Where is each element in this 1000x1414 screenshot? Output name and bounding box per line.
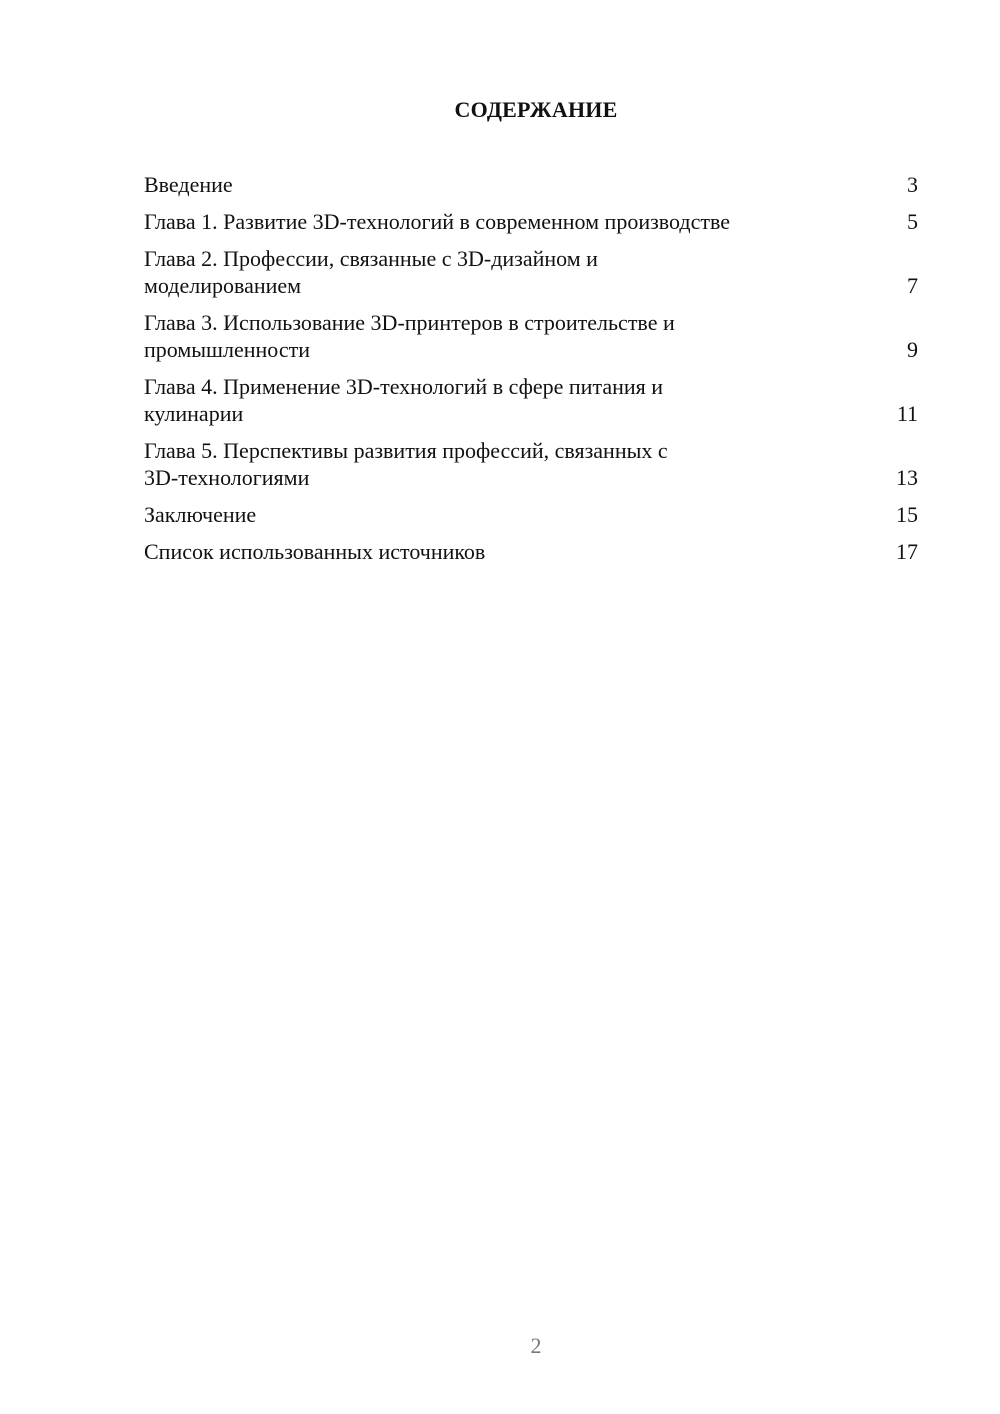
toc-entry-label: Глава 3. Использование 3D-принтеров в строительстве и промышленности	[144, 310, 675, 362]
toc-entry-page: 17	[896, 539, 918, 564]
page-title: СОДЕРЖАНИЕ	[454, 97, 618, 122]
toc-entry	[144, 171, 918, 198]
toc-entry-page: 13	[896, 465, 918, 490]
page-number: 2	[530, 1333, 542, 1358]
toc-entry	[144, 309, 918, 363]
toc-entry-label: Список использованных источников	[144, 539, 486, 564]
toc-entry-label: Глава 4. Применение 3D-технологий в сфере питания и кулинарии	[144, 374, 664, 426]
toc-entry-page: 5	[907, 209, 918, 234]
table-of-contents	[144, 171, 918, 575]
toc-entry	[144, 373, 918, 427]
toc-entry-page: 9	[907, 337, 918, 362]
toc-entry	[144, 208, 918, 235]
toc-entry-label: Введение	[144, 172, 233, 197]
toc-entry-label: Заключение	[144, 502, 257, 527]
toc-entry	[144, 437, 918, 491]
toc-entry	[144, 245, 918, 299]
toc-entry-page: 7	[907, 273, 918, 298]
toc-entry	[144, 538, 918, 565]
toc-entry-page: 3	[907, 172, 918, 197]
toc-entry-page: 15	[896, 502, 918, 527]
toc-entry	[144, 501, 918, 528]
toc-entry-label: Глава 1. Развитие 3D-технологий в современном производстве	[144, 209, 730, 234]
toc-entry-page: 11	[896, 401, 918, 426]
toc-entry-label: Глава 2. Профессии, связанные с 3D-дизайном и моделированием	[144, 246, 598, 298]
toc-entry-label: Глава 5. Перспективы развития профессий, связанных с 3D-технологиями	[144, 438, 668, 490]
